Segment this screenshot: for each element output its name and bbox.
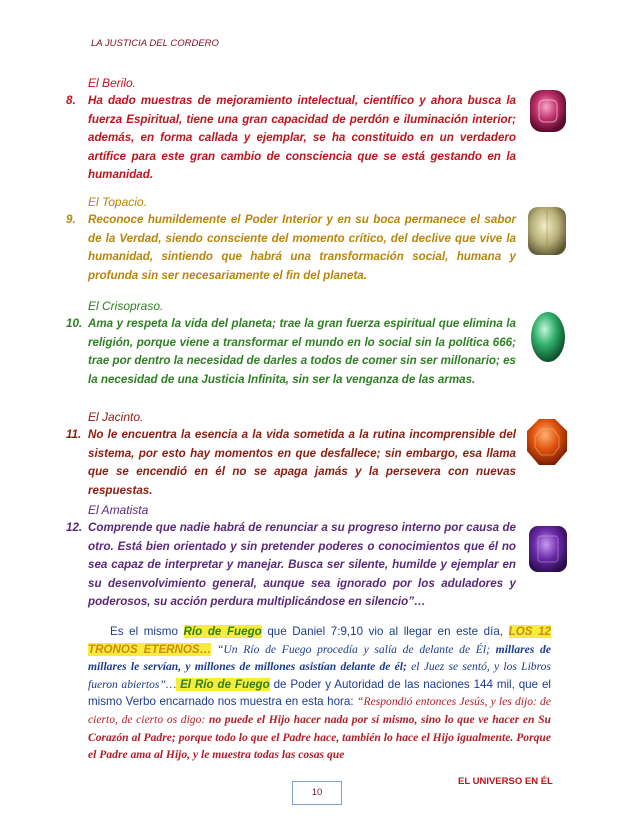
topaz-gem-icon <box>526 205 568 257</box>
chrysoprase-gem-icon <box>529 310 567 364</box>
gem-entry-amethyst <box>66 501 516 612</box>
gem-name: El Amatista <box>88 503 149 517</box>
quote-run: el Juez se sentó, y los Libros fueron abiertos”… <box>88 660 551 691</box>
beryl-gem-icon <box>528 88 568 134</box>
quote-run: “Respondió entonces Jesús, y les dijo: de cierto, de cierto os digo: <box>88 695 551 726</box>
gem-description: Reconoce humildemente el Poder Interior y en su boca permanece el sabor de la Verdad, siendo consciente del momento crítico, del declive que vive la humanidad, sintiendo que habrá una transformación social, humana y profunda sin ser necesariamente el fin del planeta. <box>88 213 516 282</box>
highlight-rio-de-fuego: Río de Fuego <box>183 625 262 638</box>
gem-entry-chrysoprase <box>66 297 516 389</box>
running-footer: EL UNIVERSO EN ÉL <box>458 776 553 787</box>
item-number: 9. <box>66 213 76 226</box>
jacinth-gem-icon <box>525 417 569 467</box>
running-header: LA JUSTICIA DEL CORDERO <box>91 38 219 49</box>
gem-description: No le encuentra la esencia a la vida sometida a la rutina incomprensible del sistema, por esto hay momentos en que desfallece; sin embargo, esa llama que se encendió en él no se apaga jamás y la persevera con nuevas respuestas. <box>88 428 516 497</box>
gem-entry-jacinth <box>66 408 516 500</box>
item-number: 8. <box>66 94 76 107</box>
item-number: 12. <box>66 521 83 534</box>
gem-name: El Topacio. <box>88 195 147 209</box>
gem-description: Ama y respeta la vida del planeta; trae la gran fuerza espiritual que elimina la religión, porque viene a transformar el mundo en lo social sin la política 666; trae por dentro la necesidad de darles a todos de comer sin ser millonario; es la necesidad de una Justicia Infinita, sin ser la venganza de las armas. <box>88 317 516 386</box>
closing-paragraph <box>88 623 551 764</box>
page-number: 10 <box>292 781 342 805</box>
gem-description: Ha dado muestras de mejoramiento intelectual, científico y ahora busca la fuerza Espiritual, tiene una gran capacidad de perdón e iluminación interior; además, en forma callada y ejemplar, se ha constituido en un verdadero artífice para este gran cambio de consciencia que se está gestando en la humanidad. <box>88 94 516 182</box>
gem-entry-topaz <box>66 193 516 285</box>
text-run: de Poder y Autoridad de las naciones 144 mil, que el mismo Verbo encarnado nos muestra en esta hora: <box>88 677 551 709</box>
gem-paragraph <box>66 315 516 389</box>
gem-paragraph <box>66 426 516 500</box>
quote-bold-run: no puede el Hijo hacer nada por sí mismo, sino lo que ve hacer en Su Corazón al Padre; porque todo lo que el Padre hace, también lo hace el Hijo igualmente. Porque el Padre ama al Hijo, y le muestra todas las cosas que <box>88 712 552 762</box>
gem-name: El Crisopraso. <box>88 299 164 313</box>
highlight-rio-de-fuego-2: El Río de Fuego <box>176 677 270 691</box>
gem-name: El Berilo. <box>88 76 137 90</box>
gem-description: Comprende que nadie habrá de renunciar a su progreso interno por causa de otro. Está bien orientado y sin pretender poderes o conocimientos que él no sea capaz de interpretar y manejar. Busca ser silente, humilde y ejemplar en su desenvolvimiento general, aunque sea ignorado por los aduladores y poderosos, su acción perdura multiplicándose en silencio”… <box>88 521 516 609</box>
gem-name: El Jacinto. <box>88 410 144 424</box>
highlight-tronos: LOS 12 TRONOS ETERNOS… <box>88 625 551 656</box>
item-number: 11. <box>66 428 82 441</box>
text-run: que Daniel 7:9,10 vio al llegar en este día, <box>261 625 509 638</box>
quote-run: “Un Río de Fuego procedía y salía de delante de Él; <box>211 642 496 656</box>
gem-paragraph <box>66 519 516 612</box>
amethyst-gem-icon <box>527 524 569 574</box>
text-run: Es el mismo <box>110 625 184 638</box>
quote-bold-run: millares de millares le servían, y millones de millones asistían delante de él; <box>88 642 551 674</box>
gem-entry-beryl <box>66 74 516 185</box>
gem-paragraph <box>66 92 516 185</box>
gem-paragraph <box>66 211 516 285</box>
item-number: 10. <box>66 317 83 330</box>
